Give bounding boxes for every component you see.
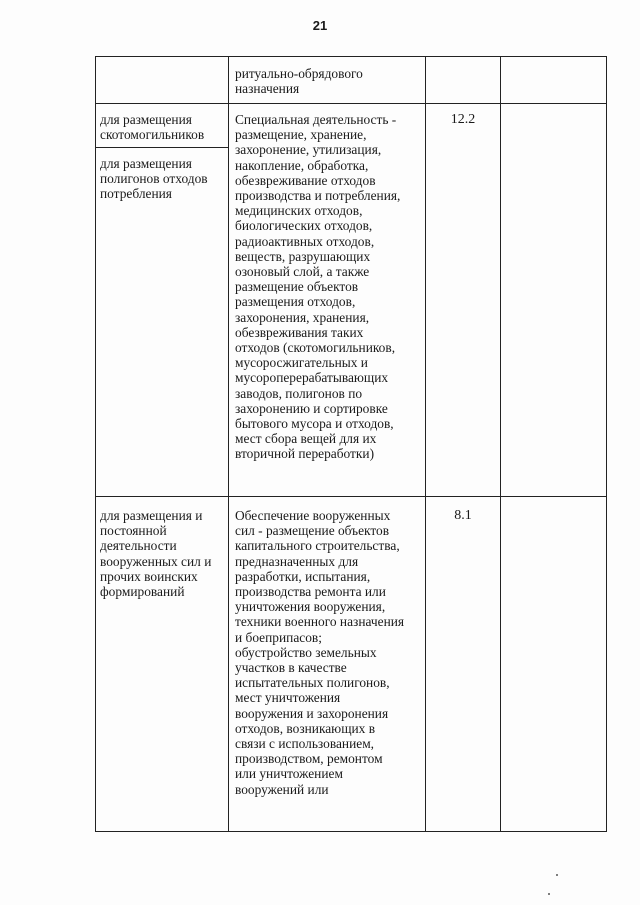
- page-number: 21: [312, 18, 328, 33]
- scan-speck: [556, 874, 558, 876]
- table-cell-name: для размещения и постоянной деятельности вооруженных сил и прочих воинских формирований: [100, 508, 212, 600]
- table-row-divider: [95, 103, 607, 104]
- table-border-top: [95, 56, 607, 57]
- land-use-table: [95, 56, 607, 832]
- table-subrow-divider: [95, 147, 229, 148]
- table-cell-description: Специальная деятельность - размещение, хранение, захоронение, утилизация, накопление, обработка, обезвреживание отходов производства и потребления, медицинских отходов, биологических отходов, радиоактивных отходов, веществ, разрушающих озоновый слой, а также размещение объектов размещения отходов, захоронения, хранения, обезвреживания таких отходов (скотомогильников, мусоросжигательных и мусороперерабатывающих заводов, полигонов по захоронению и сортировке бытового мусора и отходов, мест сбора вещей для их вторичной переработки): [235, 112, 401, 462]
- table-column-divider: [500, 56, 501, 832]
- table-row-divider: [95, 496, 607, 497]
- table-cell-code: 12.2: [450, 112, 476, 127]
- table-cell-description: Обеспечение вооруженных сил - размещение объектов капитального строительства, предназначенных для разработки, испытания, производства ремонта или уничтожения вооружения, техники военного назначения и боеприпасов; обустройство земельных участков в качестве испытательных полигонов, мест уничтожения вооружения и захоронения отходов, возникающих в связи с использованием, производством, ремонтом или уничтожением вооружений или: [235, 508, 405, 797]
- table-border-bottom: [95, 831, 607, 832]
- table-cell-name: для размещения скотомогильников: [100, 112, 205, 143]
- table-border-left: [95, 56, 96, 832]
- table-cell-code: 8.1: [454, 508, 472, 523]
- table-cell-description: ритуально-обрядового назначения: [235, 66, 363, 97]
- table-border-right: [606, 56, 607, 832]
- table-column-divider: [425, 56, 426, 832]
- table-cell-name: для размещения полигонов отходов потребления: [100, 156, 208, 202]
- table-column-divider: [228, 56, 229, 832]
- scan-speck: [548, 893, 550, 895]
